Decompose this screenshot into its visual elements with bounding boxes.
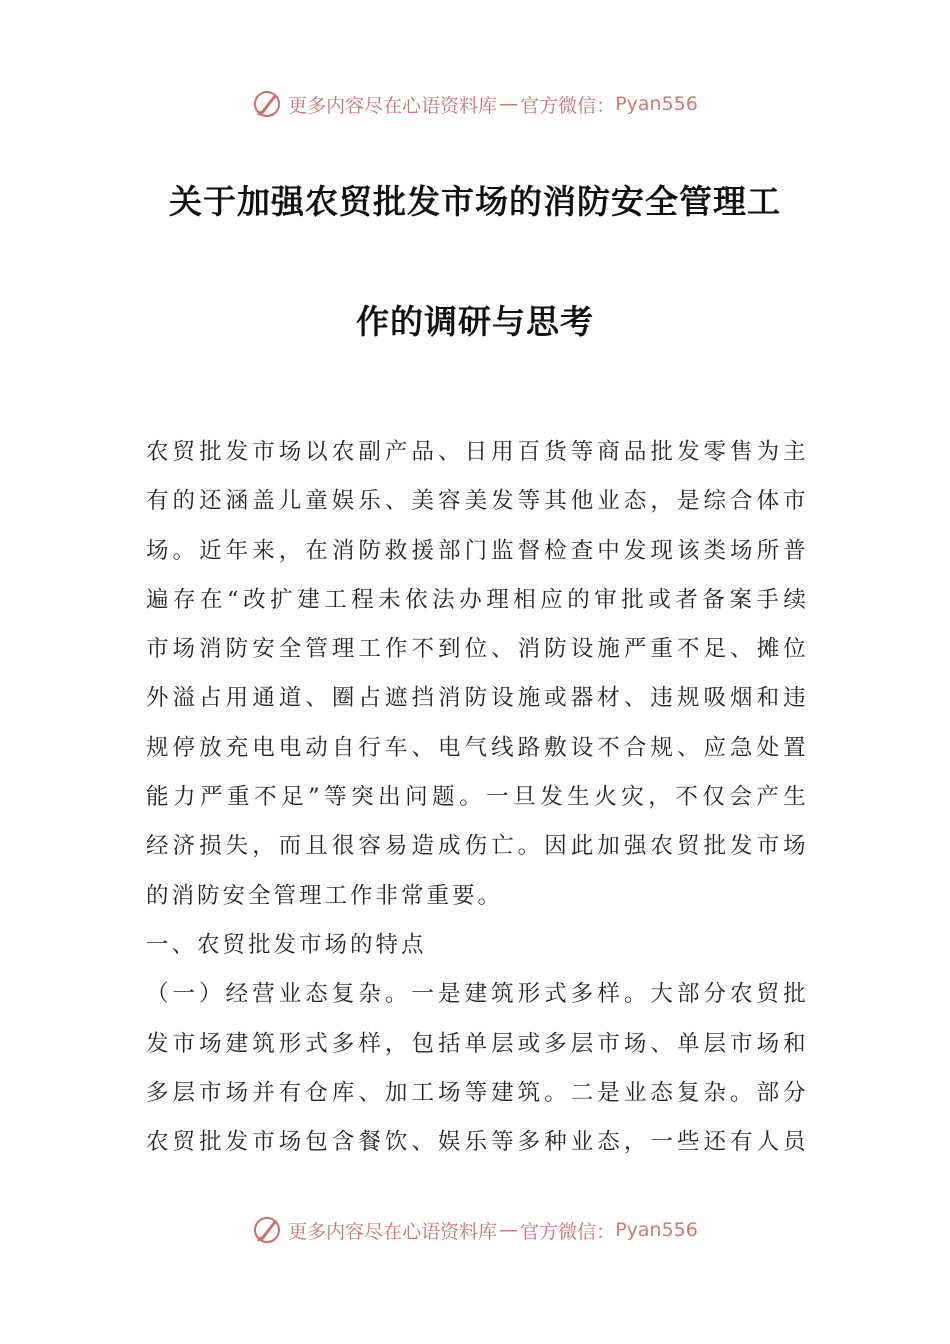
watermark-wechat-id: Pyan556 [615, 93, 698, 115]
watermark-dash: — [499, 1219, 519, 1241]
body-line: 外 溢 占 用 通 道 、 圈 占 遮 挡 消 防 设 施 或 器 材 、 违 规 吸 烟 和 违 [146, 685, 806, 712]
quill-pen-circle-icon [252, 1215, 282, 1245]
watermark-text: 更多内容尽在心语资料库 [288, 1220, 498, 1243]
body-line: 经 济 损 失 ， 而 且 很 容 易 造 成 伤 亡 。 因 此 加 强 农 贸 批 发 市 场 [146, 833, 806, 860]
body-line: 发 市 场 建 筑 形 式 多 样 ， 包 括 单 层 或 多 层 市 场 、 单 层 市 场 和 [146, 1030, 806, 1057]
body-line: 遍 存 在 “ 改 扩 建 工 程 未 依 法 办 理 相 应 的 审 批 或 者 备 案 手 续 [146, 586, 806, 613]
quill-pen-circle-icon [252, 89, 282, 119]
body-line: 农 贸 批 发 市 场 以 农 副 产 品 、 日 用 百 货 等 商 品 批 发 零 售 为 主 [146, 439, 806, 465]
header-watermark [0, 84, 950, 124]
footer-watermark [0, 1210, 950, 1250]
document-title-line-1: 关于加强农贸批发市场的消防安全管理工 [169, 182, 781, 221]
body-line: 规 停 放 充 电 电 动 自 行 车 、 电 气 线 路 敷 设 不 合 规 、 应 急 处 置 [146, 734, 806, 761]
watermark-wechat-id: Pyan556 [615, 1219, 698, 1241]
body-line: 农 贸 批 发 市 场 包 含 餐 饮 、 娱 乐 等 多 种 业 态 ， 一 些 还 有 人 员 [146, 1129, 806, 1156]
watermark-text: 更多内容尽在心语资料库 [288, 94, 498, 117]
watermark-official-label: 官方微信： [520, 1220, 616, 1243]
body-line: 的消防安全管理工作非常重要。 [146, 882, 504, 909]
body-line: 多 层 市 场 并 有 仓 库 、 加 工 场 等 建 筑 。 二 是 业 态 复 杂 。 部 分 [146, 1079, 806, 1106]
body-line: 场 。 近 年 来 ， 在 消 防 救 援 部 门 监 督 检 查 中 发 现 该 类 场 所 普 [146, 537, 806, 564]
watermark-official-label: 官方微信： [520, 94, 616, 117]
body-line: 能 力 严 重 不 足 ” 等 突 出 问 题 。 一 旦 发 生 火 灾 ， 不 仅 会 产 生 [146, 784, 806, 811]
document-body [146, 428, 806, 1167]
body-line: 一、农贸批发市场的特点 [146, 931, 427, 958]
body-line: （ 一 ） 经 营 业 态 复 杂 。 一 是 建 筑 形 式 多 样 。 大 部 分 农 贸 批 [146, 981, 806, 1008]
document-title-line-2: 作的调研与思考 [356, 302, 594, 341]
body-line: 有 的 还 涵 盖 儿 童 娱 乐 、 美 容 美 发 等 其 他 业 态 ， 是 综 合 体 市 [146, 488, 806, 515]
watermark-dash: — [499, 93, 519, 115]
body-line: 市 场 消 防 安 全 管 理 工 作 不 到 位 、 消 防 设 施 严 重 不 足 、 摊 位 [146, 636, 806, 663]
